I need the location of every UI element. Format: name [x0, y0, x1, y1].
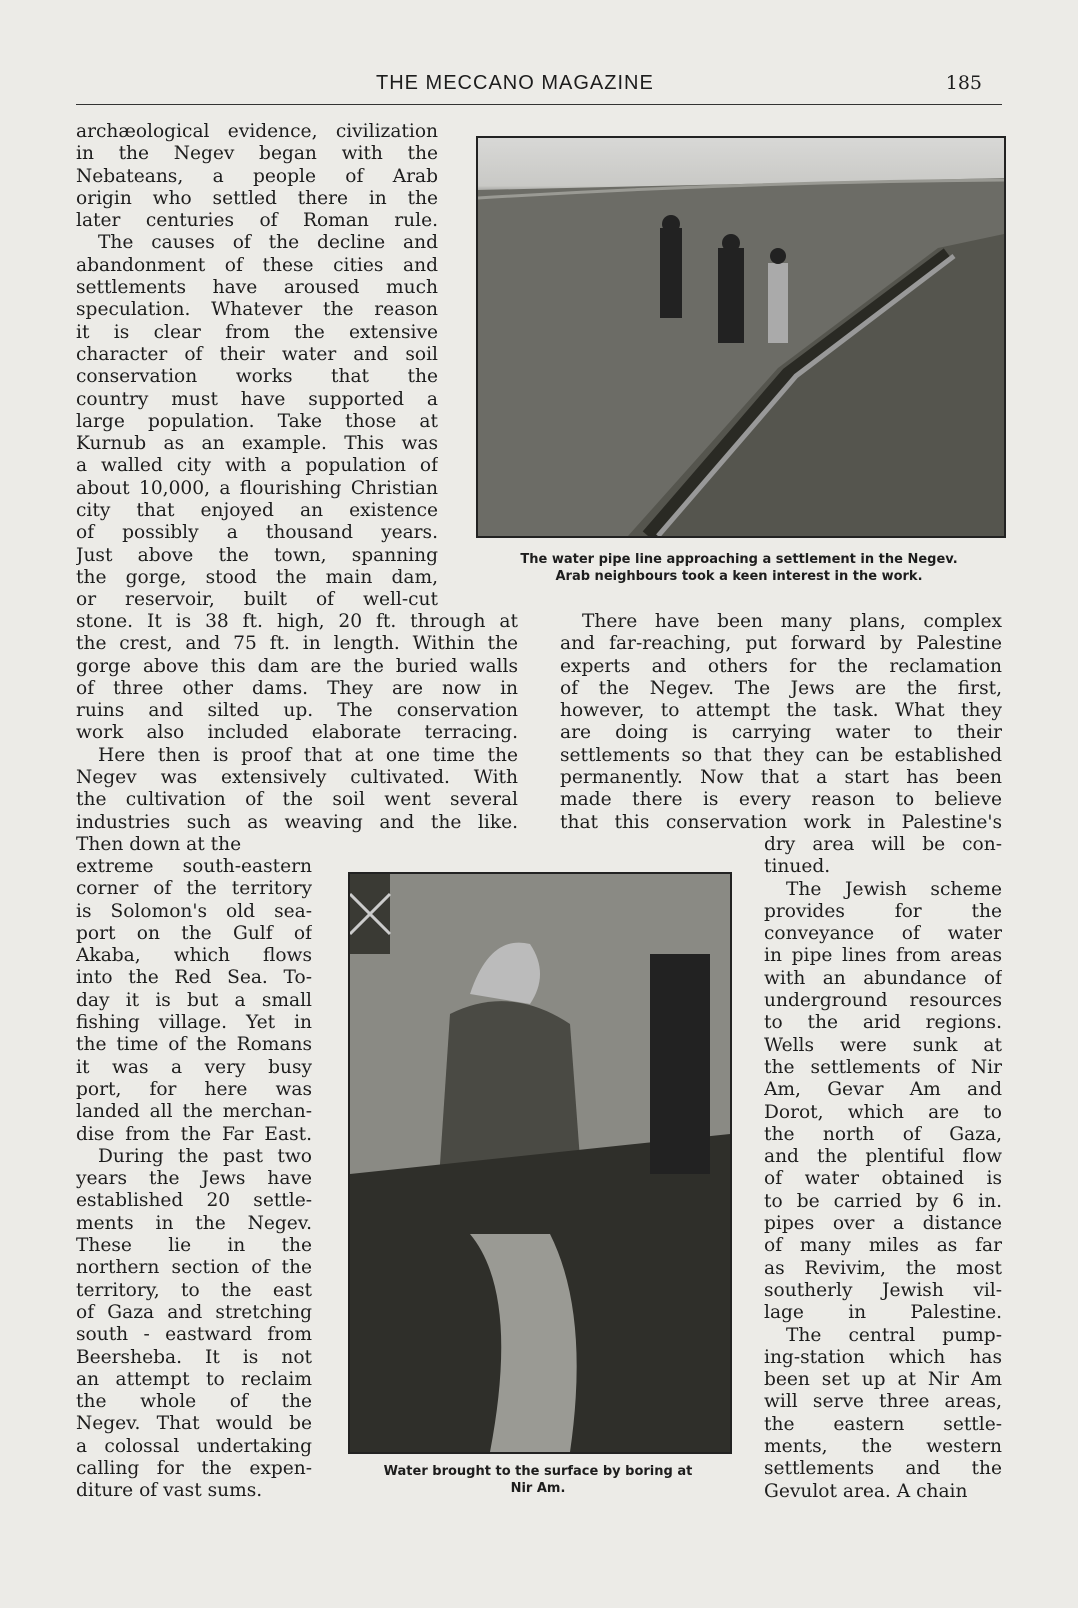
- text-line: Gevulot area. A chain: [764, 1480, 968, 1502]
- text-line: settlements so that they can be established: [560, 744, 1002, 766]
- text-line: abandonment of these cities and: [76, 254, 438, 276]
- text-line: it was a very busy: [76, 1056, 312, 1078]
- text-line: the time of the Romans: [76, 1034, 312, 1056]
- text-line: the gorge, stood the main dam,: [76, 566, 438, 588]
- text-line: work also included elaborate terracing.: [76, 722, 518, 744]
- text-line: port on the Gulf of: [76, 922, 312, 944]
- photo1-caption-line: Arab neighbours took a keen interest in the work.: [555, 569, 923, 584]
- text-line: origin who settled there in the: [76, 187, 438, 209]
- text-line: ruins and silted up. The conservation: [76, 700, 518, 722]
- text-line: years the Jews have: [76, 1168, 312, 1190]
- text-line: Just above the town, spanning: [76, 544, 438, 566]
- text-line: established 20 settle-: [76, 1190, 312, 1212]
- col-left-top: [76, 121, 438, 612]
- text-line: Dorot, which are to: [764, 1101, 1002, 1123]
- text-line: southerly Jewish vil-: [764, 1279, 1002, 1301]
- text-line: archæological evidence, civilization: [76, 121, 438, 142]
- text-line: port, for here was: [76, 1078, 312, 1100]
- text-line: in pipe lines from areas: [764, 945, 1002, 967]
- col-right-narrow: [764, 834, 1002, 1503]
- text-line: as Revivim, the most: [764, 1257, 1002, 1279]
- text-line: extreme south-eastern: [76, 856, 312, 877]
- magazine-title: THE MECCANO MAGAZINE: [376, 72, 654, 94]
- photo1-caption: [470, 551, 1008, 585]
- photo1-caption-line: The water pipe line approaching a settlement in the Negev.: [520, 552, 958, 567]
- text-line: Beersheba. It is not: [76, 1346, 312, 1368]
- text-line: pipes over a distance: [764, 1213, 1002, 1235]
- text-line: The Jewish scheme: [786, 878, 1002, 900]
- text-line: Akaba, which flows: [76, 945, 312, 967]
- text-line: Then down at the: [76, 833, 242, 855]
- text-line: of possibly a thousand years.: [76, 522, 438, 544]
- text-line: character of their water and soil: [76, 343, 438, 365]
- text-line: south - eastward from: [76, 1324, 312, 1346]
- text-line: settlements have aroused much: [76, 277, 438, 299]
- text-line: dry area will be con-: [764, 834, 1002, 855]
- text-line: There have been many plans, complex: [582, 611, 1002, 632]
- text-line: it is clear from the extensive: [76, 321, 438, 343]
- text-line: underground resources: [764, 990, 1002, 1012]
- text-line: and the plentiful flow: [764, 1146, 1002, 1168]
- text-line: speculation. Whatever the reason: [76, 299, 438, 321]
- text-line: ments in the Negev.: [76, 1212, 312, 1234]
- page-number: 185: [945, 72, 982, 94]
- text-line: conservation works that the: [76, 366, 438, 388]
- text-line: northern section of the: [76, 1257, 312, 1279]
- text-line: and far-reaching, put forward by Palestine: [560, 633, 1002, 655]
- text-line: ments, the western: [764, 1436, 1002, 1458]
- text-line: of Gaza and stretching: [76, 1301, 312, 1323]
- text-line: The central pump-: [786, 1324, 1002, 1346]
- text-line: Wells were sunk at: [764, 1034, 1002, 1056]
- text-line: stone. It is 38 ft. high, 20 ft. through at: [76, 611, 518, 632]
- text-line: Kurnub as an example. This was: [76, 433, 438, 455]
- text-line: industries such as weaving and the like.: [76, 811, 518, 833]
- text-line: permanently. Now that a start has been: [560, 767, 1002, 789]
- page-header: [76, 70, 1002, 105]
- text-line: conveyance of water: [764, 923, 1002, 945]
- text-line: or reservoir, built of well-cut: [76, 589, 438, 611]
- col-right-full: [560, 611, 1002, 834]
- text-line: Am, Gevar Am and: [764, 1079, 1002, 1101]
- text-line: Here then is proof that at one time the: [98, 744, 518, 766]
- text-line: country must have supported a: [76, 388, 438, 410]
- text-line: lage in Palestine.: [764, 1302, 1002, 1324]
- water-boring-photo: [348, 872, 732, 1454]
- text-line: corner of the territory: [76, 878, 312, 900]
- col-left-full: [76, 611, 518, 856]
- text-line: however, to attempt the task. What they: [560, 700, 1002, 722]
- text-line: a colossal undertaking: [76, 1435, 312, 1457]
- text-line: territory, to the east: [76, 1279, 312, 1301]
- col-left-narrow: [76, 856, 312, 1503]
- text-line: to be carried by 6 in.: [764, 1190, 1002, 1212]
- text-line: These lie in the: [76, 1235, 312, 1257]
- text-line: ing-station which has: [764, 1346, 1002, 1368]
- text-line: are doing is carrying water to their: [560, 722, 1002, 744]
- text-line: Negev was extensively cultivated. With: [76, 767, 518, 789]
- text-line: an attempt to reclaim: [76, 1368, 312, 1390]
- text-line: During the past two: [98, 1145, 312, 1167]
- text-line: the whole of the: [76, 1391, 312, 1413]
- text-line: of many miles as far: [764, 1235, 1002, 1257]
- text-line: gorge above this dam are the buried walls: [76, 655, 518, 677]
- text-line: that this conservation work in Palestine's: [560, 811, 1002, 833]
- text-line: settlements and the: [764, 1458, 1002, 1480]
- text-line: large population. Take those at: [76, 410, 438, 432]
- photo2-caption: [338, 1463, 738, 1497]
- text-line: into the Red Sea. To-: [76, 967, 312, 989]
- text-line: will serve three areas,: [764, 1391, 1002, 1413]
- text-line: with an abundance of: [764, 967, 1002, 989]
- text-line: the north of Gaza,: [764, 1123, 1002, 1145]
- text-line: the eastern settle-: [764, 1413, 1002, 1435]
- text-line: city that enjoyed an existence: [76, 500, 438, 522]
- text-line: Nebateans, a people of Arab: [76, 165, 438, 187]
- text-line: later centuries of Roman rule.: [76, 210, 438, 232]
- text-line: day it is but a small: [76, 989, 312, 1011]
- text-line: is Solomon's old sea-: [76, 900, 312, 922]
- text-line: experts and others for the reclamation: [560, 655, 1002, 677]
- text-line: a walled city with a population of: [76, 455, 438, 477]
- photo2-caption-line: Water brought to the surface by boring at: [383, 1464, 693, 1479]
- text-line: the settlements of Nir: [764, 1056, 1002, 1078]
- text-line: made there is every reason to believe: [560, 789, 1002, 811]
- text-line: The causes of the decline and: [98, 232, 438, 254]
- text-line: been set up at Nir Am: [764, 1369, 1002, 1391]
- text-line: calling for the expen-: [76, 1458, 312, 1480]
- text-line: fishing village. Yet in: [76, 1012, 312, 1034]
- text-line: of three other dams. They are now in: [76, 677, 518, 699]
- text-line: provides for the: [764, 900, 1002, 922]
- text-line: diture of vast sums.: [76, 1480, 263, 1502]
- text-line: in the Negev began with the: [76, 143, 438, 165]
- text-line: to the arid regions.: [764, 1012, 1002, 1034]
- text-line: landed all the merchan-: [76, 1101, 312, 1123]
- text-line: about 10,000, a flourishing Christian: [76, 477, 438, 499]
- photo2-caption-line: Nir Am.: [510, 1481, 566, 1496]
- text-line: the cultivation of the soil went several: [76, 789, 518, 811]
- text-line: Negev. That would be: [76, 1413, 312, 1435]
- text-line: the crest, and 75 ft. in length. Within the: [76, 633, 518, 655]
- text-line: of the Negev. The Jews are the first,: [560, 677, 1002, 699]
- pipeline-photo: [476, 136, 1006, 538]
- text-line: tinued.: [764, 856, 831, 878]
- text-line: of water obtained is: [764, 1168, 1002, 1190]
- text-line: dise from the Far East.: [76, 1123, 312, 1145]
